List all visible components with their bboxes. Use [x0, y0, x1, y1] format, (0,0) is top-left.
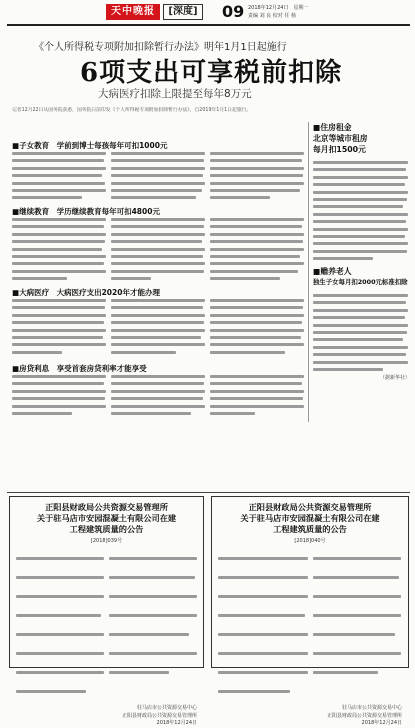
section-heading-mortgage-interest: ■房贷利息 享受首套房贷利率才能享受 — [12, 364, 147, 373]
notice-title-line2: 关于驻马店市安园混凝土有限公司在建 — [36, 513, 177, 523]
notice-title-line1: 正阳县财政局公共资源交易管理所 — [45, 502, 168, 512]
sidebar-title-line1: ■住房租金 — [313, 123, 352, 132]
notice-title-line3: 工程建筑质量的公告 — [273, 524, 347, 534]
newspaper-logo: 天中晚报 — [106, 4, 160, 20]
section-label: [深度] — [163, 4, 203, 20]
date-line: 2018年12月24日 星期一 — [248, 5, 309, 11]
section-heading-continuing-education: ■继续教育 学历继续教育每年可扣4800元 — [12, 207, 160, 216]
column-divider — [308, 122, 309, 422]
body-column — [210, 218, 304, 285]
body-column — [111, 299, 205, 358]
article-kicker: 《个人所得税专项附加扣除暂行办法》明年1月1日起施行 — [34, 42, 287, 53]
masthead-rule — [7, 24, 410, 26]
body-column — [210, 299, 304, 358]
notice-body — [10, 544, 203, 701]
sidebar-elderly-body — [313, 294, 410, 371]
body-column — [12, 299, 106, 358]
notice-date: 2018年12月24日 — [361, 720, 402, 726]
body-column — [111, 152, 205, 204]
sidebar-signoff: （据新华社） — [379, 375, 410, 382]
sidebar-elderly-title-line1: ■赡养老人 — [313, 267, 352, 277]
notice-number: [2018]040号 — [294, 538, 326, 544]
page-number: 09 — [222, 2, 245, 21]
public-notice — [211, 496, 409, 726]
sidebar-housing-rent — [313, 122, 410, 383]
section-heading-children-education: ■子女教育 学前到博士每孩每年可扣1000元 — [12, 141, 168, 150]
sidebar-title-line3: 每月扣1500元 — [313, 145, 366, 154]
notice-org: 驻马店市公共资源交易中心 — [136, 705, 197, 711]
notice-rule — [7, 492, 410, 493]
editor-line: 责编 刘 良 校对 任 杨 — [248, 13, 296, 19]
body-column — [12, 218, 106, 285]
sidebar-body — [313, 161, 410, 260]
notice-signature: 正阳县财政局公共资源交易管理所 — [121, 712, 197, 719]
body-column — [111, 218, 205, 285]
notice-signature: 正阳县财政局公共资源交易管理所 — [326, 712, 402, 719]
notice-body — [212, 544, 408, 701]
body-column — [210, 375, 304, 419]
notice-date: 2018年12月24日 — [156, 720, 197, 726]
body-column — [210, 152, 304, 204]
notice-title-line1: 正阳县财政局公共资源交易管理所 — [248, 502, 372, 512]
article-subhead: 大病医疗扣除上限提至每年8万元 — [98, 88, 252, 100]
body-column — [111, 375, 205, 419]
notice-org: 驻马店市公共资源交易中心 — [341, 705, 402, 711]
notice-title-line3: 工程建筑质量的公告 — [69, 524, 144, 534]
article-lede — [12, 107, 304, 114]
notice-number: [2018]039号 — [90, 538, 123, 544]
body-column — [12, 375, 106, 419]
article-headline: 6项支出可享税前扣除 — [80, 58, 343, 88]
lede-text: 记者12月22日从国务院获悉，国务院日前印发《个人所得税专项附加扣除暂行办法》，自2019年1月1日起施行。 — [12, 108, 252, 113]
section-heading-serious-illness: ■大病医疗 大病医疗支出2020年才能办理 — [12, 288, 160, 297]
body-column — [12, 152, 106, 204]
notice-title-line2: 关于驻马店市安园混凝土有限公司在建 — [240, 513, 380, 523]
public-notice — [9, 496, 204, 726]
sidebar-elderly-title-line2: 独生子女每月扣2000元标准扣除 — [313, 278, 408, 287]
sidebar-title-line2: 北京等城市租房 — [313, 134, 368, 143]
